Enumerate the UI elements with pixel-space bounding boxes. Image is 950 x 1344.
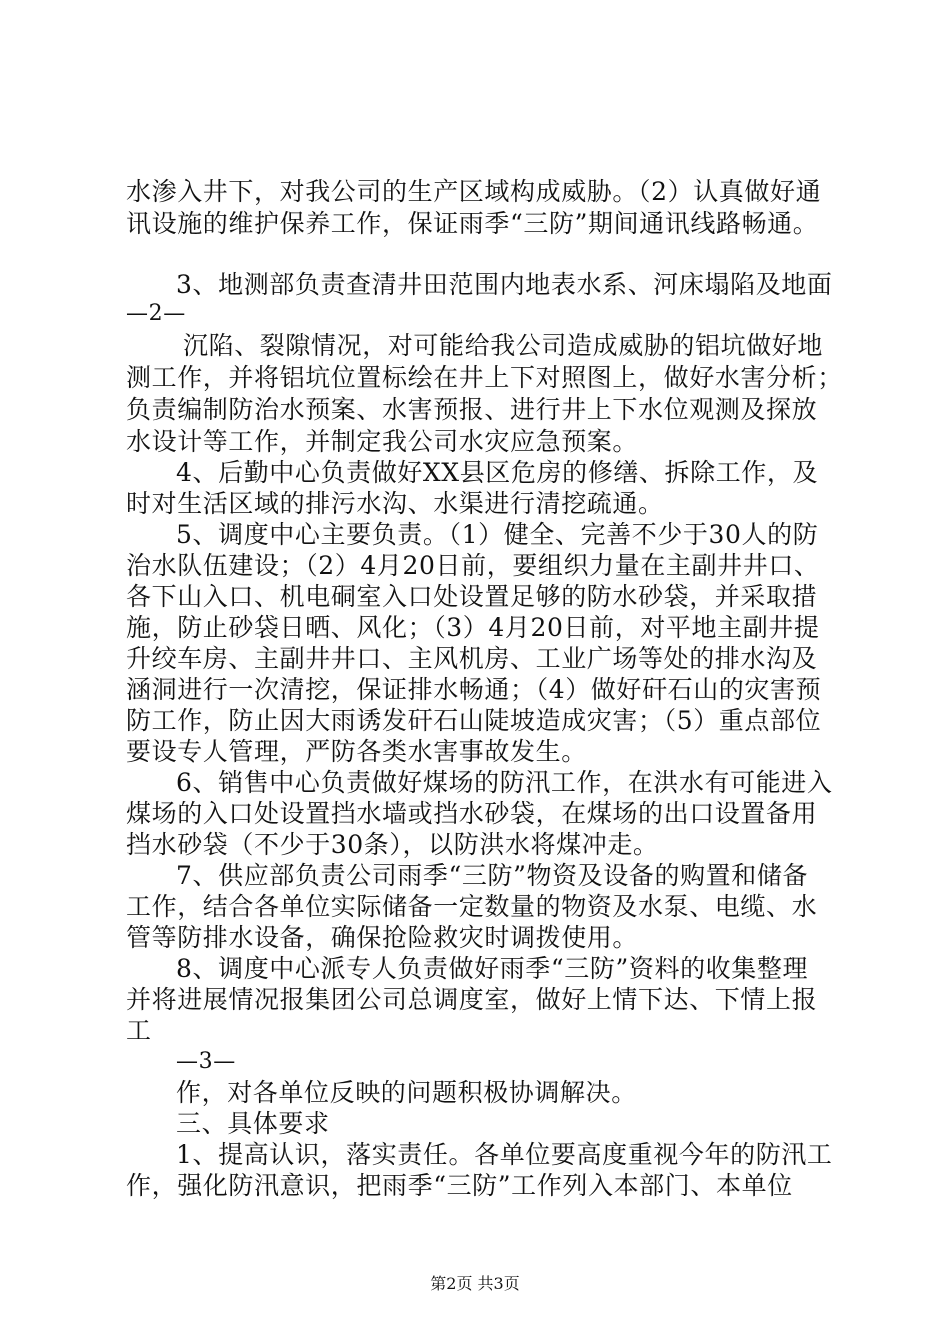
page-footer: 第2页 共3页: [430, 1274, 520, 1293]
text-line: 施，防止砂袋日晒、风化；（3）4月20日前，对平地主副井提: [126, 613, 820, 642]
text-line: 5、调度中心主要负责。（1）健全、完善不少于30人的防: [176, 520, 819, 549]
text-line: 工: [126, 1016, 152, 1045]
text-line: 防工作，防止因大雨诱发矸石山陡坡造成灾害；（5）重点部位: [126, 706, 822, 735]
text-line: 要设专人管理，严防各类水害事故发生。: [126, 737, 587, 766]
text-line: 治水队伍建设；（2）4月20日前，要组织力量在主副井井口、: [126, 551, 820, 580]
text-line: 3、地测部负责查清井田范围内地表水系、河床塌陷及地面: [176, 270, 833, 299]
page-marker: —2—: [126, 301, 186, 326]
text-line: 并将进展情况报集团公司总调度室，做好上情下达、下情上报: [126, 985, 818, 1014]
text-line: 8、调度中心派专人负责做好雨季“三防”资料的收集整理: [176, 954, 809, 983]
text-line: 升绞车房、主副井井口、主风机房、工业广场等处的排水沟及: [126, 644, 818, 673]
page-marker: —3—: [176, 1049, 236, 1074]
text-line: 作，强化防汛意识，把雨季“三防”工作列入本部门、本单位: [126, 1171, 793, 1200]
text-line: 管等防排水设备，确保抢险救灾时调拨使用。: [126, 923, 639, 952]
text-line: 水设计等工作，并制定我公司水灾应急预案。: [126, 427, 639, 456]
text-line: 4、后勤中心负责做好XX县区危房的修缮、拆除工作，及: [176, 458, 819, 487]
text-line: 测工作，并将铝坑位置标绘在井上下对照图上，做好水害分析；: [126, 363, 843, 392]
text-line: 工作，结合各单位实际储备一定数量的物资及水泵、电缆、水: [126, 892, 818, 921]
text-line: 时对生活区域的排污水沟、水渠进行清挖疏通。: [126, 489, 664, 518]
section-heading: 三、具体要求: [176, 1109, 330, 1138]
text-line: 7、供应部负责公司雨季“三防”物资及设备的购置和储备: [176, 861, 809, 890]
text-line: 水渗入井下，对我公司的生产区域构成威胁。（2）认真做好通: [126, 177, 822, 206]
text-line: 沉陷、裂隙情况，对可能给我公司造成威胁的铝坑做好地: [183, 331, 824, 360]
text-line: 负责编制防治水预案、水害预报、进行井上下水位观测及探放: [126, 395, 818, 424]
text-line: 各下山入口、机电硐室入口处设置足够的防水砂袋，并采取措: [126, 582, 818, 611]
text-line: 讯设施的维护保养工作，保证雨季“三防”期间通讯线路畅通。: [126, 209, 819, 238]
text-line: 煤场的入口处设置挡水墙或挡水砂袋，在煤场的出口设置备用: [126, 799, 818, 828]
text-line: 6、销售中心负责做好煤场的防汛工作，在洪水有可能进入: [176, 768, 833, 797]
text-line: 挡水砂袋（不少于30条），以防洪水将煤冲走。: [126, 830, 659, 859]
text-line: 作，对各单位反映的问题积极协调解决。: [176, 1078, 637, 1107]
text-line: 涵洞进行一次清挖，保证排水畅通；（4）做好矸石山的灾害预: [126, 675, 822, 704]
text-line: 1、提高认识，落实责任。各单位要高度重视今年的防汛工: [176, 1140, 833, 1169]
